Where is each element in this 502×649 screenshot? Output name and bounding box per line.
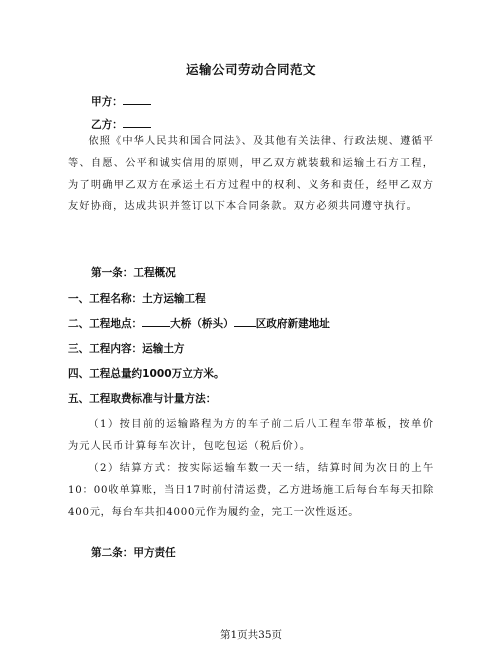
location-label: 二、工程地点：	[68, 318, 143, 330]
intro-paragraph: 依照《中华人民共和国合同法》、及其他有关法律、行政法规、遵循平等、自愿、公平和诚实信用的原则，甲乙双方就装载和运输土石方工程，为了明确甲乙双方在承运土石方过程中的权利、义务和责任，经甲乙双方友好协商，达成共识并签订以下本合同条款。双方必须共同遵守执行。	[68, 136, 434, 213]
location-bridge: 大桥（桥头）	[170, 318, 234, 330]
page-indicator: 第1页共35页	[219, 629, 283, 641]
location-address: 区政府新建地址	[255, 318, 330, 330]
party-b-label: 乙方：	[91, 119, 123, 131]
article2-heading: 第二条：甲方责任	[91, 547, 176, 559]
party-a-line	[91, 94, 151, 109]
document-title: 运输公司劳动合同范文	[185, 62, 316, 77]
item-project-location	[68, 316, 330, 331]
item-project-content: 三、工程内容：运输土方	[68, 343, 185, 355]
clause-1-paragraph: （1）按目前的运输路程为方的车子前二后八工程车带革板，按单价为元人民币计算每车次计，包吃包运（税后价）。	[68, 419, 434, 452]
item-pricing-method: 五、工程取费标准与计量方法：	[68, 393, 217, 405]
party-b-line	[91, 117, 151, 132]
party-a-label: 甲方：	[91, 96, 123, 108]
party-b-blank	[123, 118, 151, 128]
article1-heading: 第一条：工程概况	[91, 267, 176, 279]
party-a-blank	[123, 95, 151, 105]
location-blank-1	[142, 317, 170, 327]
clause-2-paragraph: （2）结算方式：按实际运输车数一天一结，结算时间为次日的上午10：00收单算账，当日17时前付清运费，乙方进场施工后每台车每天扣除400元，每台车共扣4000元作为履约金，完工一次性返还。	[68, 463, 434, 518]
location-blank-2	[234, 317, 256, 327]
item-project-name: 一、工程名称：土方运输工程	[68, 293, 206, 305]
item-project-volume: 四、工程总量约1000万立方米。	[68, 368, 225, 380]
